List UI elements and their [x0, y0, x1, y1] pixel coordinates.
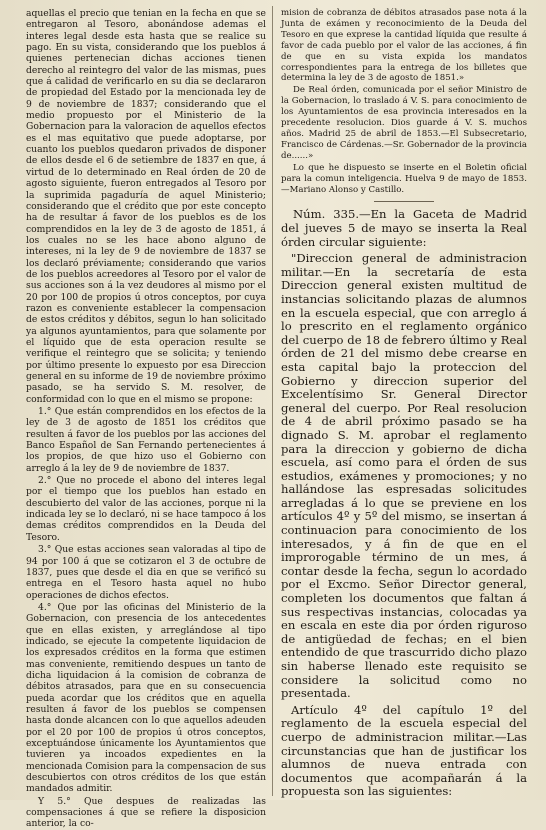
right-paragraph-real-orden: De Real órden, comunicada por el señor Ministro de la Gobernacion, lo traslado á V. S. para conocimiento de los Ayuntamientos de esa provincia interesados en la precedente resolucion. Dios guarde á V. S. muchos años. Madrid 25 de abril de 1853.—El Subsecretario, Francisco de Cárdenas.—Sr. Gobernador de la provincia de......»: [281, 85, 527, 161]
right-paragraph-boletin: Lo que he dispuesto se inserte en el Boletin oficial para la comun inteligencia. Huelva 9 de mayo de 1853.—Mariano Alonso y Castillo.: [281, 162, 527, 195]
section-separator: [374, 201, 434, 202]
left-paragraph-1: aquellas el precio que tenian en la fecha en que se entregaron al Tesoro, abonándose ademas el interes legal desde esta hasta que se realice su pago. En su vista, considerando que los pueblos á quienes pertenecian dichas acciones tienen derecho al reintegro del valor de las mismas, pues que á calidad de verificarlo en su dia se declararon de propiedad del Estado por la mencionada ley de 9 de noviembre de 1837; considerando que el medio propuesto por el Ministerio de la Gobernacion para la valoracion de aquellos efectos es el mas equitativo que puede adoptarse, por cuanto los pueblos quedaron privados de disponer de ellos desde el 6 de setiembre de 1837 en que, á virtud de lo determinado en Real órden de 20 de agosto siguiente, fueron entregados al Tesoro por la suprimida pagaduría de aquel Ministerio; considerando que el crédito que por este concepto ha de resultar á favor de los pueblos es de los comprendidos en la ley de 3 de agosto de 1851, á los cuales no se les hace abono alguno de intereses, ni la ley de 9 de noviembre de 1837 se los declaró préviamente; considerando que varios de los pueblos acreedores al Tesoro por el valor de sus acciones son á la vez deudores al mismo por el 20 por 100 de propios ú otros conceptos, por cuya razon es conveniente establecer la compensacion de estos créditos y débitos, segun lo han solicitado ya algunos ayuntamientos, para que solamente por el líquido que de esta operacion resulte se verifique el reintegro que se solicita; y teniendo por último presente lo expuesto por esa Direccion general en su informe de 19 de noviembre próximo pasado, se ha servido S. M. resolver, de conformidad con lo que en el mismo se propone:: [26, 8, 266, 405]
right-paragraph-direccion-general: "Direccion general de administracion militar.—En la secretaría de esta Direccion general existen multitud de instancias solicitando plazas de alumnos en la escuela especial, que con arreglo á lo prescrito en el reglamento orgánico del cuerpo de 18 de febrero último y Real órden de 21 del mismo debe crearse en esta capital bajo la proteccion del Gobierno y direccion superior del Excelentísimo Sr. General Director general del cuerpo. Por Real resolucion de 4 de abril próximo pasado se ha dignado S. M. aprobar el reglamento para la direccion y gobierno de dicha escuela, así como para el órden de sus estudios, exámenes y promociones; y no hallándose las espresadas solicitudes arregladas á lo que se previene en los artículos 4º y 5º del mismo, se insertan á continuacion para conocimiento de los interesados, y á fin de que en el improrogable término de un mes, á contar desde la fecha, segun lo acordado por el Excmo. Señor Director general, completen los documentos que faltan á sus respectivas instancias, colocadas ya en escala en este dia por órden riguroso de antigüedad de fechas; en el bien entendido de que trascurrido dicho plazo sin haberse llenado este requisito se considere la solicitud como no presentada.: [281, 251, 527, 701]
column-divider: [272, 6, 273, 796]
left-paragraph-article-5: Y 5.° Que despues de realizadas las compensaciones á que se refiere la disposicion anterior, la co-: [26, 795, 266, 830]
right-paragraph-continuation: mision de cobranza de débitos atrasados pase nota á la Junta de exámen y reconocimiento de la Deuda del Tesoro en que exprese la cantidad líquida que resulte á favor de cada pueblo por el valor de las acciones, á fin de que en su vista expida los mandatos correspondientes para la entrega de los billetes que determina la ley de 3 de agosto de 1851.»: [281, 8, 527, 84]
left-column: [26, 8, 266, 830]
right-column: [281, 8, 527, 799]
left-paragraph-article-3: 3.° Que estas acciones sean valoradas al tipo de 94 por 100 á que se cotizaron el 3 de octubre de 1837, pues que desde el dia en que se verificó su entrega en el Tesoro hasta aquel no hubo operaciones de dichos efectos.: [26, 544, 266, 601]
right-paragraph-articulo-4: Artículo 4º del capítulo 1º del reglamento de la escuela especial del cuerpo de administracion militar.—Las circunstancias que han de justificar los alumnos de nueva entrada con documentos que acompañarán á la propuesta son las siguientes:: [281, 702, 527, 799]
left-paragraph-article-4: 4.° Que por las oficinas del Ministerio de la Gobernacion, con presencia de los antecedentes que en ellas existen, y arreglándose al tipo indicado, se ejecute la competente liquidacion de los expresados créditos en la forma que estimen mas conveniente, remitiendo despues un tanto de dicha liquidacion á la comision de cobranza de débitos atrasados, para que en su consecuencia pueda acordar que los créditos que en aquella resulten á favor de los pueblos se compensen hasta donde alcancen con lo que aquellos adeuden por el 20 por 100 de propios ú otros conceptos, exceptuándose únicamente los Ayuntamientos que tuvieren ya incoados expedientes en la mencionada Comision para la compensacion de sus descubiertos con otros créditos de los que están mandados admitir.: [26, 601, 266, 795]
right-top-section: [281, 8, 527, 195]
left-paragraph-article-1: 1.° Que están comprendidos en los efectos de la ley de 3 de agosto de 1851 los créditos que resulten á favor de los pueblos por las acciones del Banco Español de San Fernando pertenecientes á los propios, de que hizo uso el Gobierno con arreglo á la ley de 9 de noviembre de 1837.: [26, 406, 266, 474]
right-main-section: [281, 208, 527, 799]
left-paragraph-article-2: 2.° Que no procede el abono del interes legal por el tiempo que los pueblos han estado en descubierto del valor de las acciones, porque ni la indicada ley se lo declaró, ni se hace tampoco á los demas créditos comprendidos en la Deuda del Tesoro.: [26, 475, 266, 543]
right-paragraph-num-335: Núm. 335.—En la Gaceta de Madrid del jueves 5 de mayo se inserta la Real órden circular siguiente:: [281, 207, 527, 249]
